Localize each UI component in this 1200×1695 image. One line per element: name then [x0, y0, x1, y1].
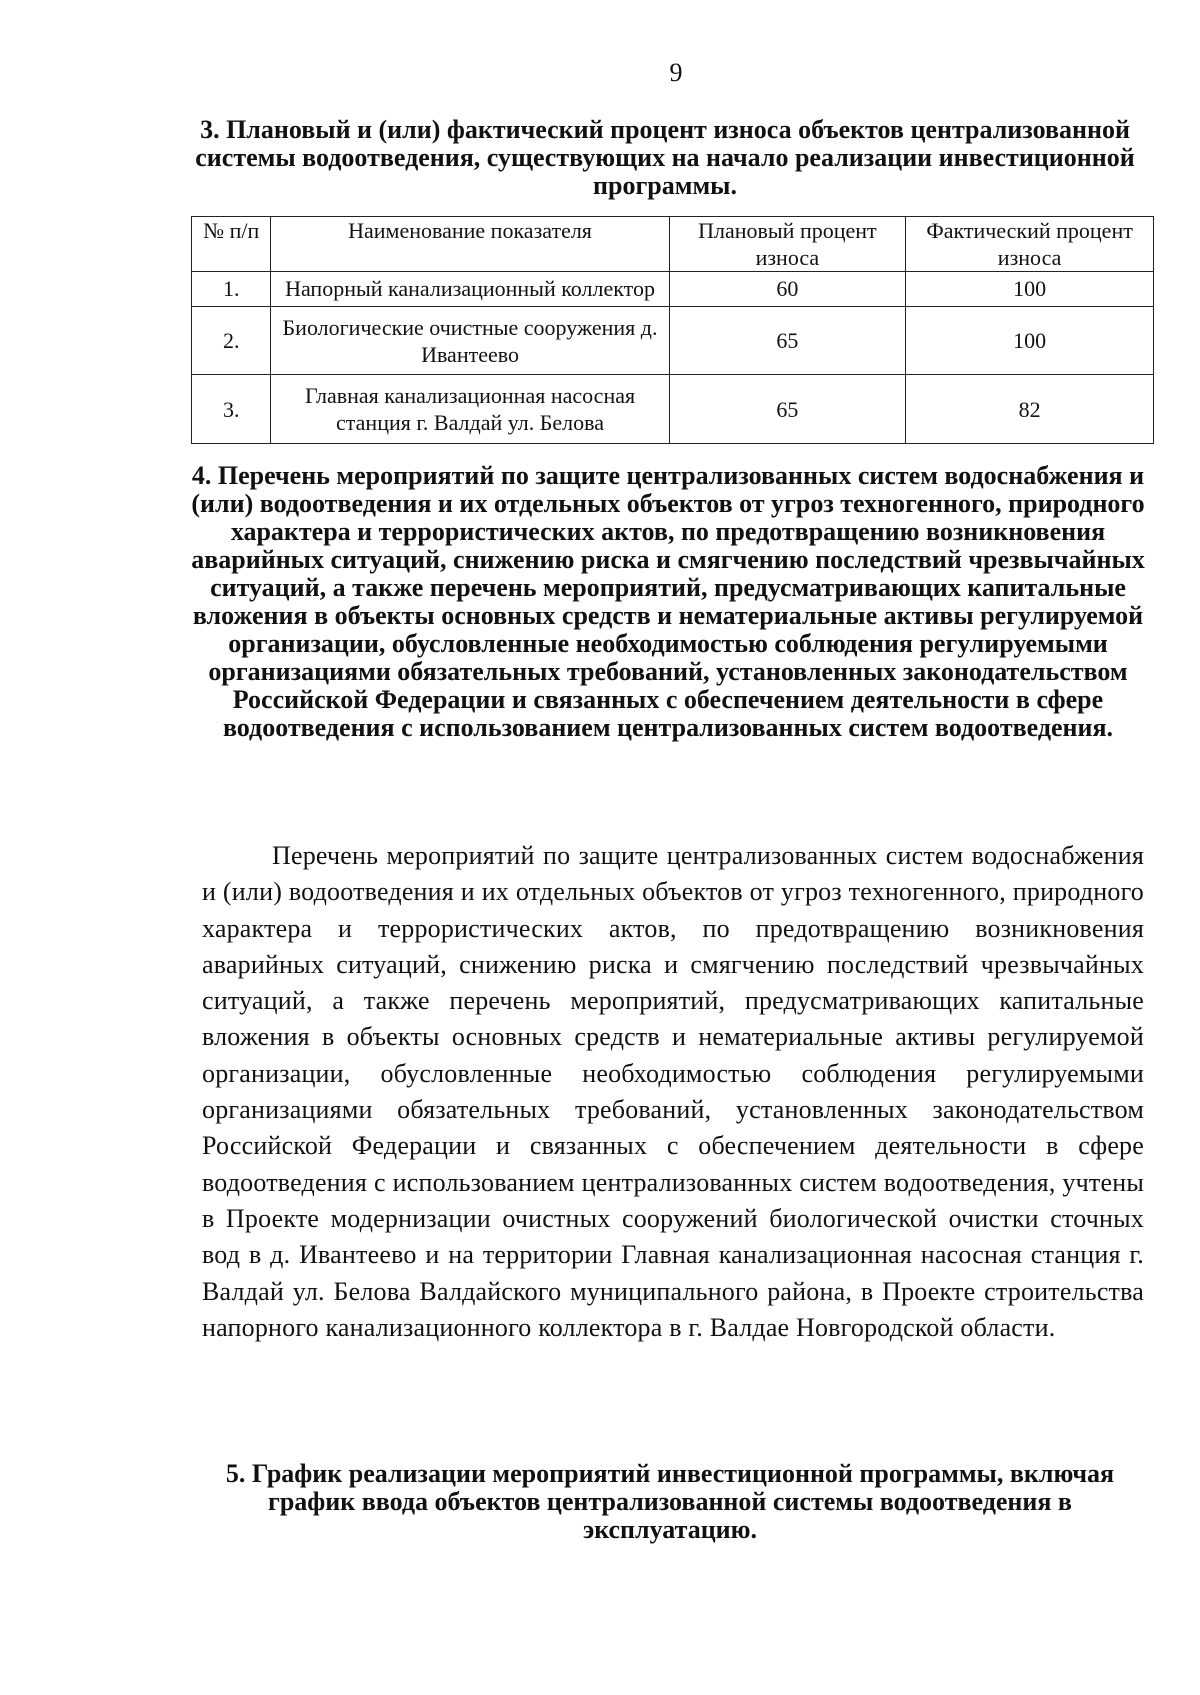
- table-row: [192, 306, 1154, 375]
- section-5-heading: 5. График реализации мероприятий инвестиционной программы, включая график ввода объектов централизованной системы водоотведения в эксплуатацию.: [225, 1459, 1115, 1544]
- cell-plan: 65: [669, 375, 906, 444]
- page-number: 9: [669, 58, 683, 87]
- cell-num: 3.: [192, 375, 271, 444]
- cell-name: Напорный канализационный коллектор: [271, 272, 669, 307]
- cell-fact: 100: [906, 272, 1154, 307]
- header-name: Наименование показателя: [271, 217, 669, 272]
- header-num: № п/п: [192, 217, 271, 272]
- cell-fact: 100: [906, 306, 1154, 375]
- cell-plan: 60: [669, 272, 906, 307]
- header-fact: Фактический процент износа: [906, 217, 1154, 272]
- cell-name: Главная канализационная насосная станция г. Валдай ул. Белова: [271, 375, 669, 444]
- section-4-heading: 4. Перечень мероприятий по защите централизованных систем водоснабжения и (или) водоотведения и их отдельных объектов от угроз техногенного, природного характера и террористических актов, по предотвращению возникновения аварийных ситуаций, снижению риска и смягчению последствий чрезвычайных ситуаций, а также перечень мероприятий, предусматривающих капитальные вложения в объекты основных средств и нематериальные активы регулируемой организации, обусловленные необходимостью соблюдения регулируемыми организациями обязательных требований, установленных законодательством Российской Федерации и связанных с обеспечением деятельности в сфере водоотведения с использованием централизованных систем водоотведения.: [191, 461, 1145, 742]
- wear-percentage-table: [191, 216, 1154, 444]
- cell-num: 2.: [192, 306, 271, 375]
- cell-num: 1.: [192, 272, 271, 307]
- section-4-body: Перечень мероприятий по защите централизованных систем водоснабжения и (или) водоотведения и их отдельных объектов от угроз техногенного, природного характера и террористических актов, по предотвращению возникновения аварийных ситуаций, снижению риска и смягчению последствий чрезвычайных ситуаций, а также перечень мероприятий, предусматривающих капитальные вложения в объекты основных средств и нематериальные активы регулируемой организации, обусловленные необходимостью соблюдения регулируемыми организациями обязательных требований, установленных законодательством Российской Федерации и связанных с обеспечением деятельности в сфере водоотведения с использованием централизованных систем водоотведения, учтены в Проекте модернизации очистных сооружений биологической очистки сточных вод в д. Ивантеево и на территории Главная канализационная насосная станция г. Валдай ул. Белова Валдайского муниципального района, в Проекте строительства напорного канализационного коллектора в г. Валдае Новгородской области.: [202, 841, 1144, 1342]
- table-row: [192, 375, 1154, 444]
- cell-plan: 65: [669, 306, 906, 375]
- table-row: [192, 272, 1154, 307]
- cell-name: Биологические очистные сооружения д. Ивантеево: [271, 306, 669, 375]
- section-3-heading: 3. Плановый и (или) фактический процент износа объектов централизованной системы водоотведения, существующих на начало реализации инвестиционной программы.: [195, 115, 1135, 200]
- table-header-row: [192, 217, 1154, 272]
- header-plan: Плановый процент износа: [669, 217, 906, 272]
- cell-fact: 82: [906, 375, 1154, 444]
